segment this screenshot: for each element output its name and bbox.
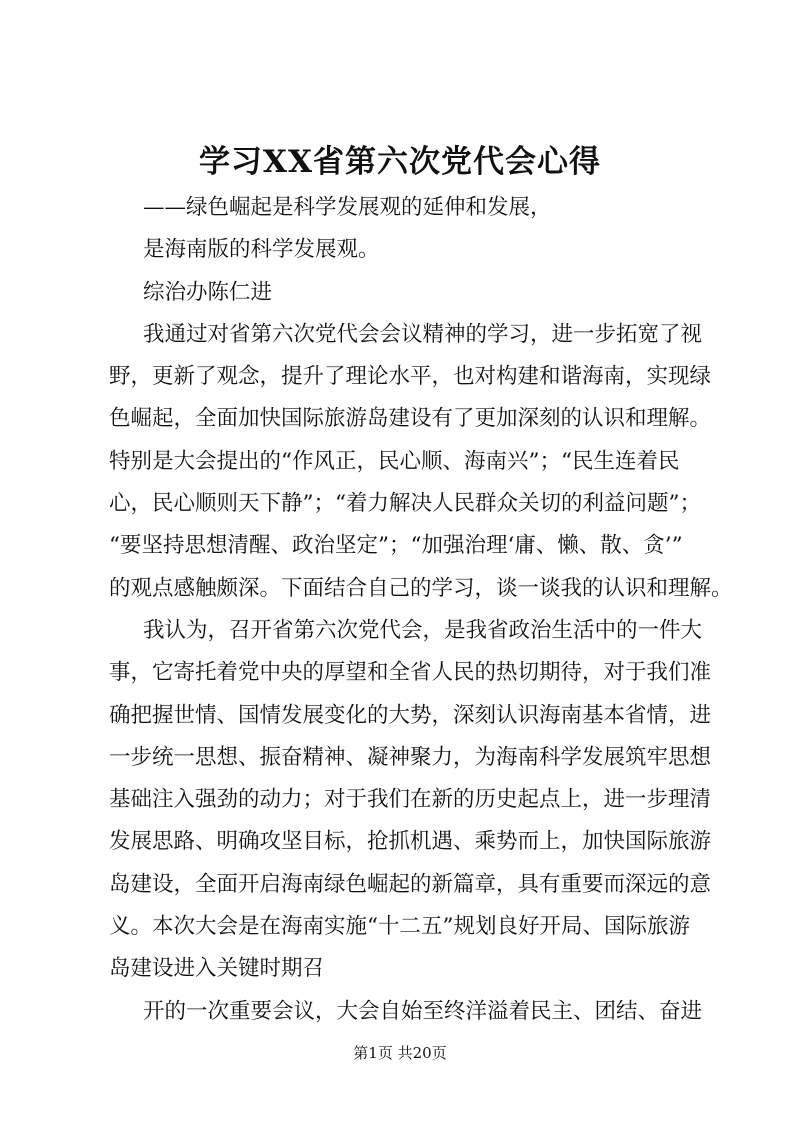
document-title: 学习XX省第六次党代会心得 [198, 144, 602, 180]
body-line-10: 的观点感触颇深。下面结合自己的学习，谈一谈我的认识和理解。 [109, 575, 733, 601]
body-line-5: 野，更新了观念，提升了理论水平，也对构建和谐海南，实现绿 [109, 364, 712, 390]
body-line-19: 岛建设进入关键时期召 [109, 956, 325, 982]
body-line-15: 基础注入强劲的动力；对于我们在新的历史起点上，进一步理清 [109, 787, 712, 813]
page-footer [0, 1043, 800, 1063]
body-line-3: 综治办陈仁进 [143, 279, 273, 305]
body-line-9: “要坚持思想清醒、政治坚定”；“加强治理‘庸、懒、散、贪’” [109, 533, 683, 559]
body-line-16: 发展思路、明确攻坚目标，抢抓机遇、乘势而上，加快国际旅游 [109, 829, 712, 855]
document-body [109, 187, 733, 1033]
body-line-1: ——绿色崛起是科学发展观的延伸和发展， [143, 195, 552, 220]
body-line-13: 确把握世情、国情发展变化的大势，深刻认识海南基本省情，进 [109, 702, 712, 728]
body-line-4: 我通过对省第六次党代会会议精神的学习，进一步拓宽了视 [143, 321, 703, 347]
body-line-14: 一步统一思想、振奋精神、凝神聚力，为海南科学发展筑牢思想 [109, 744, 712, 770]
page-number: 第1页 共20页 [353, 1044, 447, 1062]
body-line-12: 事，它寄托着党中央的厚望和全省人民的热切期待，对于我们准 [109, 660, 712, 686]
body-line-20: 开的一次重要会议，大会自始至终洋溢着民主、团结、奋进 [143, 998, 703, 1024]
body-line-6: 色崛起，全面加快国际旅游岛建设有了更加深刻的认识和理解。 [109, 406, 712, 432]
body-line-18: 义。本次大会是在海南实施“十二五”规划良好开局、国际旅游 [109, 914, 690, 940]
body-line-2: 是海南版的科学发展观。 [143, 237, 380, 263]
body-line-17: 岛建设，全面开启海南绿色崛起的新篇章，具有重要而深远的意 [109, 871, 712, 897]
body-line-11: 我认为，召开省第六次党代会，是我省政治生活中的一件大 [143, 617, 703, 643]
body-line-7: 特别是大会提出的“作风正，民心顺、海南兴”；“民生连着民 [109, 448, 680, 474]
body-line-8: 心，民心顺则天下静”；“着力解决人民群众关切的利益问题”； [109, 491, 701, 517]
